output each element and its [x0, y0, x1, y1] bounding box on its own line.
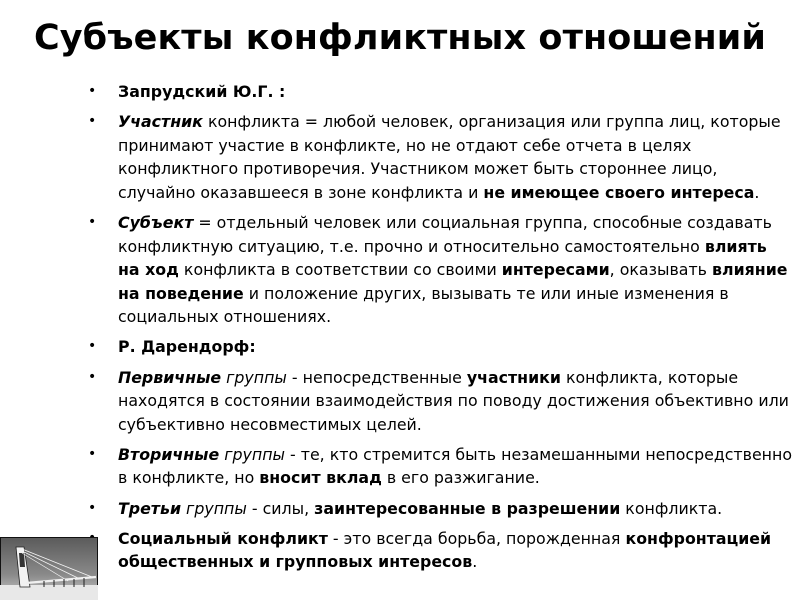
text-run: Запрудский Ю.Г. : — [118, 82, 286, 101]
text-run: конфликта в соответствии со своими — [178, 260, 502, 280]
text-run: вносит вклад — [259, 468, 382, 488]
bullet-dot: • — [88, 368, 97, 385]
text-run: Вторичные — [118, 444, 220, 464]
text-run: и положение других, вызывать те или иные изменения в социальных отношениях. — [118, 283, 729, 327]
bullet-item — [88, 335, 792, 359]
text-run: - непосредственные — [286, 367, 467, 387]
text-run: конфликта, которые находятся в состоянии взаимодействия по поводу достижения объективно или субъективно несовместимых целей. — [118, 367, 789, 434]
bullet-item — [88, 366, 792, 437]
text-run: - это всегда борьба, порожденная — [327, 528, 626, 548]
text-run: конфронтацией общественных и групповых интересов — [118, 528, 772, 572]
bullet-item — [88, 211, 792, 329]
text-run: Субъект — [118, 212, 194, 232]
slide-title: Субъекты конфликтных отношений — [33, 18, 767, 58]
bullet-dot: • — [88, 338, 97, 355]
text-run: в его разжигание. — [381, 468, 540, 488]
bullet-item — [88, 443, 792, 490]
text-run: интересами — [501, 260, 610, 280]
text-run: Третьи — [118, 498, 182, 518]
text-run: = отдельный человек или социальная группа, способные создавать конфликтную ситуацию, т.е. прочно и относительно самостоятельно — [118, 212, 772, 256]
text-run: Первичные — [118, 367, 222, 387]
bullet-item — [88, 80, 792, 104]
text-run: Социальный конфликт — [118, 528, 328, 548]
text-run: , оказывать — [609, 260, 712, 280]
text-run: влиять на ход — [118, 236, 767, 280]
text-run: группы — [219, 444, 286, 464]
bullet-list — [88, 80, 792, 580]
text-run: . — [472, 552, 478, 572]
text-run: группы — [181, 498, 247, 518]
text-run: конфликта. — [620, 498, 723, 518]
text-run: влияние на поведение — [118, 260, 788, 303]
text-run: заинтересованные в разрешении — [314, 498, 621, 518]
text-run: участники — [466, 367, 561, 387]
bullet-item — [88, 527, 792, 574]
text-run: - те, кто стремится быть незамешанными непосредственно в конфликте, но — [118, 444, 792, 488]
bullet-dot: • — [88, 113, 97, 130]
bullet-dot: • — [88, 213, 97, 230]
text-run: не имеющее своего интереса — [483, 182, 755, 202]
text-run: конфликта = любой человек, организация или группа лиц, которые принимают участие в конфликте, но не отдают себе отчета в целях конфликтного противоречия. Участником может быть стороннее лицо, случайно оказавшееся в зоне конфликта и — [118, 112, 781, 202]
text-run: - силы, — [246, 498, 315, 518]
text-run: Р. Дарендорф: — [118, 337, 256, 357]
bullet-dot: • — [88, 83, 97, 99]
bullet-item — [88, 110, 792, 204]
text-run: Участник — [118, 112, 203, 132]
text-run: группы — [221, 367, 287, 387]
bullet-dot: • — [88, 499, 97, 516]
text-run: . — [754, 182, 760, 202]
bullet-item — [88, 497, 792, 521]
corner-image — [0, 537, 98, 600]
bullet-dot: • — [88, 445, 97, 462]
